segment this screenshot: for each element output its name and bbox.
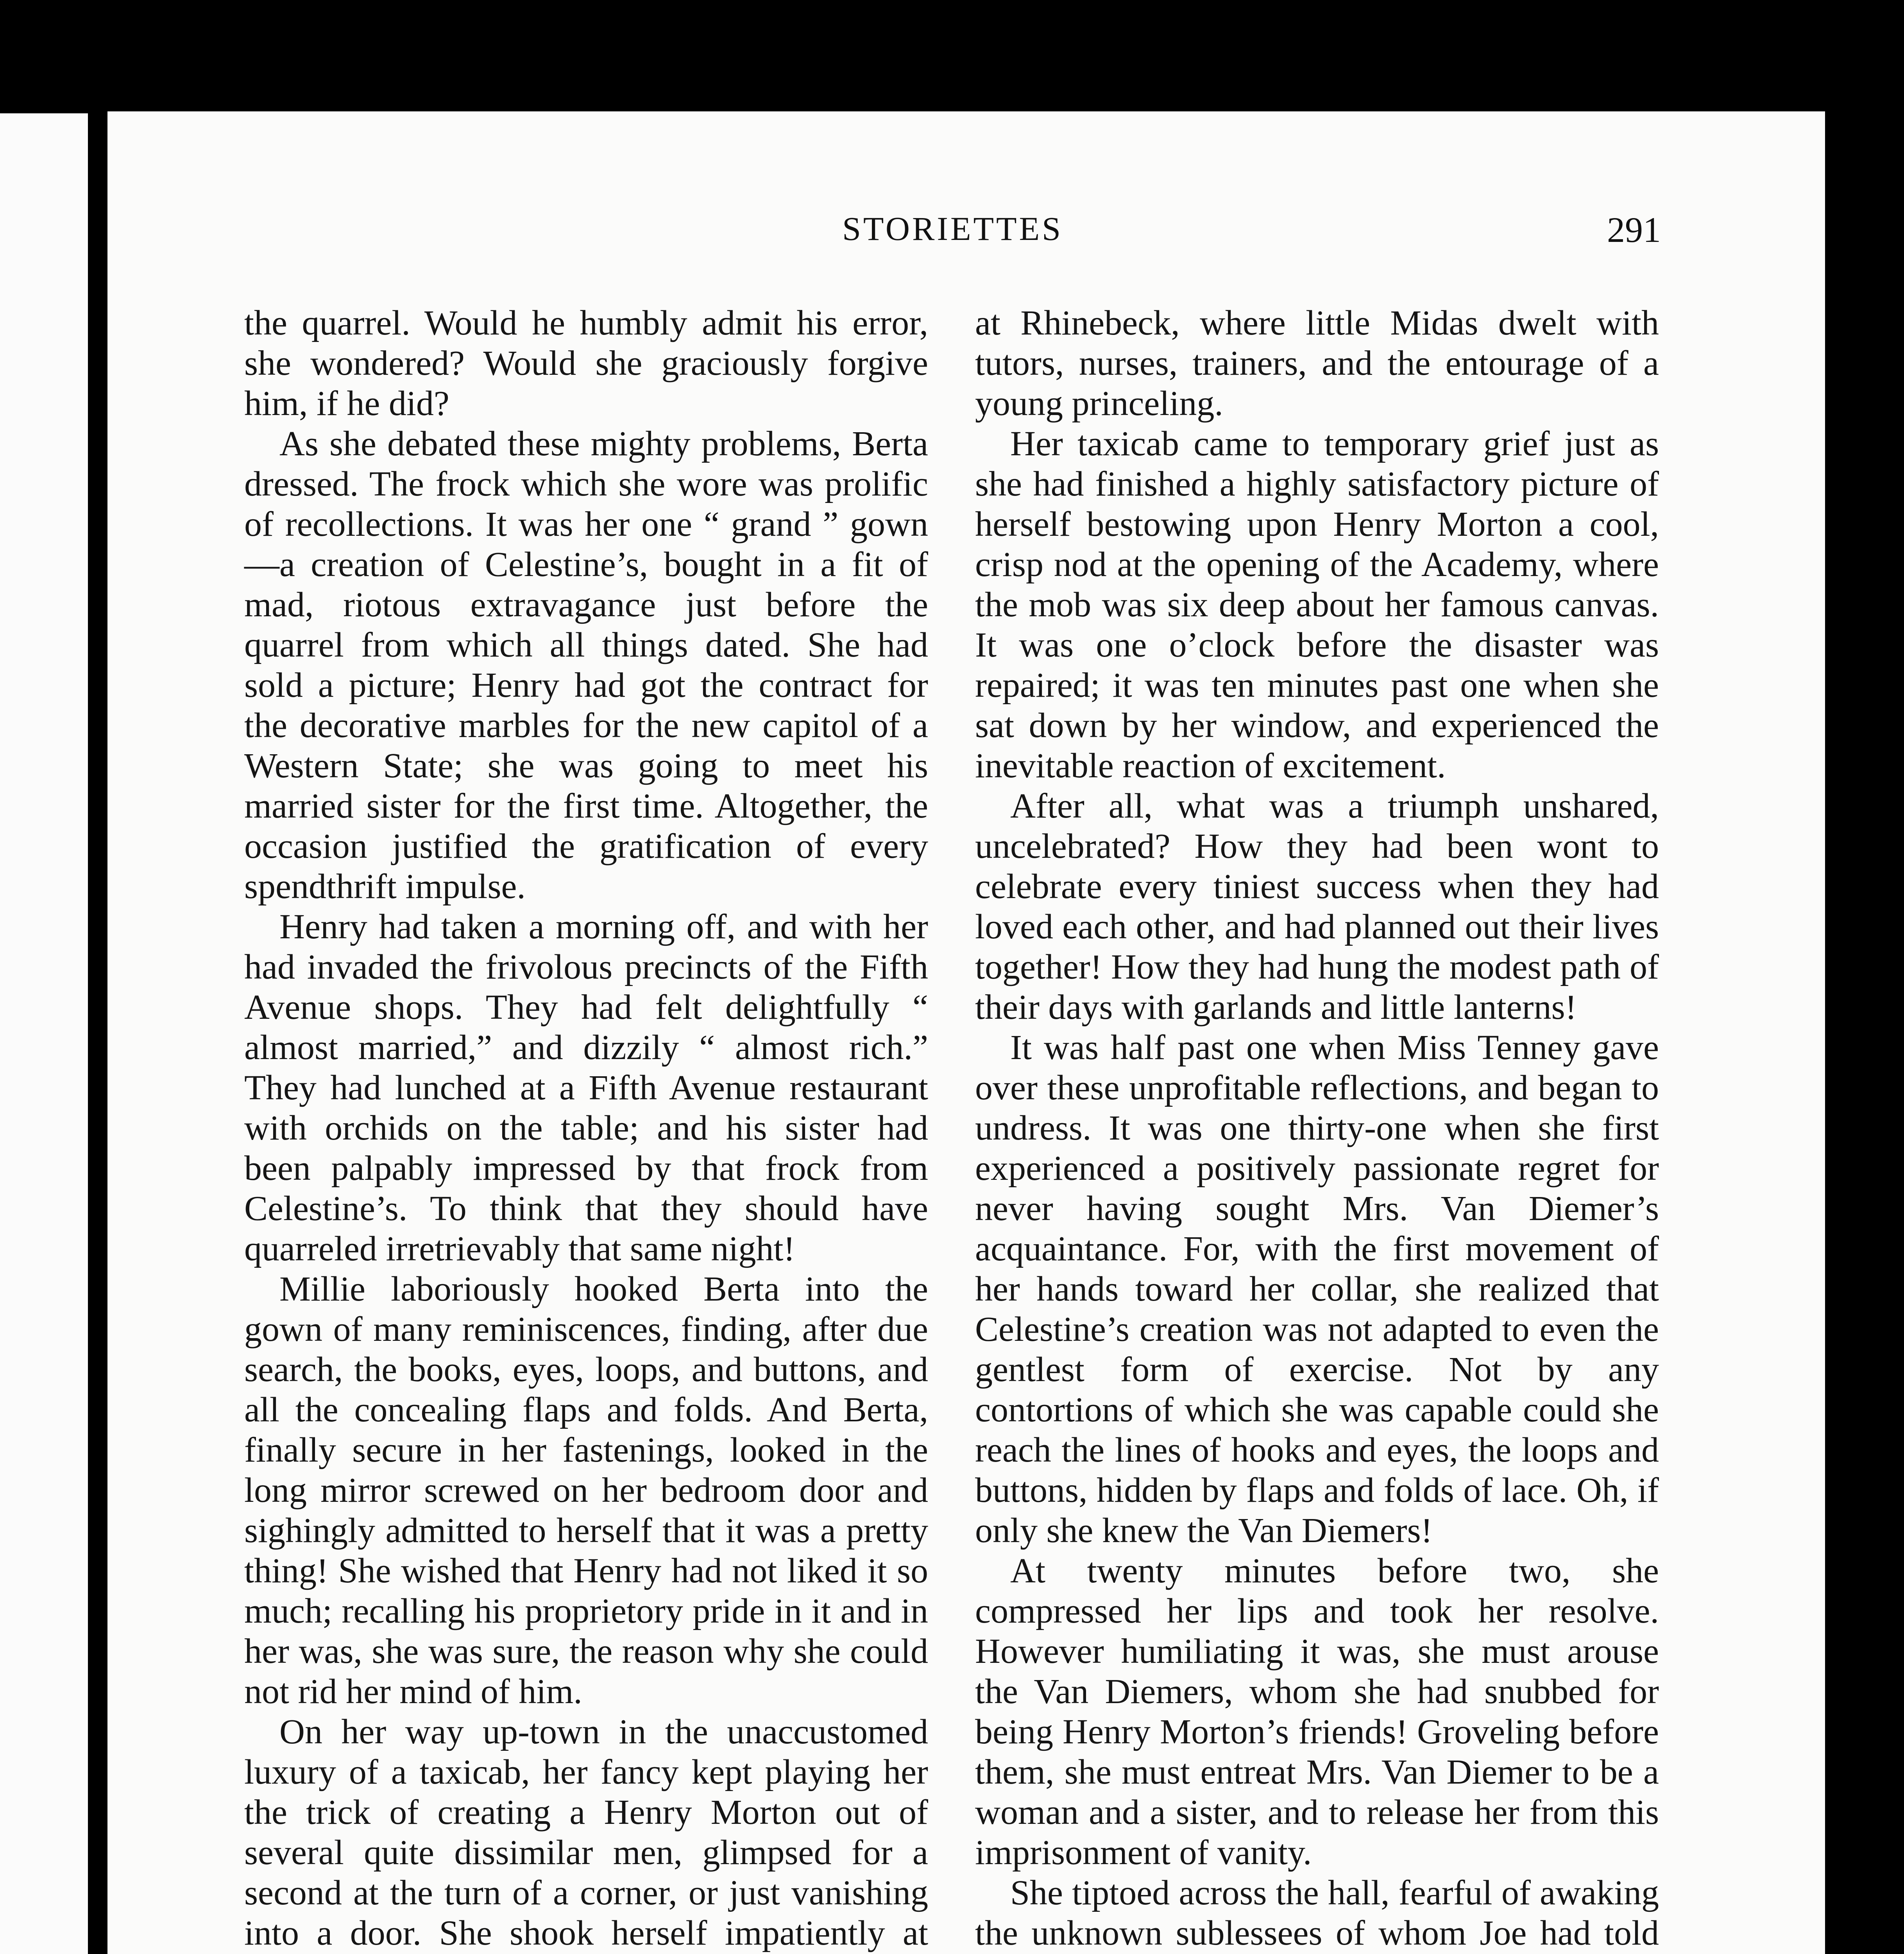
page-header <box>244 209 1661 276</box>
paragraph: After all, what was a triumph unshared, uncelebrated? How they had been wont to celebrate every tiniest success when they had loved each other, and had planned out their lives together! How they had hung the modest path of their days with garlands and little lanterns! <box>975 787 1659 1027</box>
paragraph: Her taxicab came to temporary grief just as she had finished a highly satisfactory picture of herself bestowing upon Henry Morton a cool, crisp nod at the opening of the Academy, where the mob was six deep about her famous canvas. It was one o’clock before the disaster was repaired; it was ten minutes past one when she sat down by her window, and experienced the inevitable reaction of excitement. <box>975 424 1659 785</box>
paragraph: As she debated these mighty problems, Berta dressed. The frock which she wore was prolific of recollections. It was her one “ grand ” gown—a creation of Celestine’s, bought in a fit of mad, riotous extravagance just before the quarrel from which all things dated. She had sold a picture; Henry had got the contract for the decorative marbles for the new capitol of a Western State; she was going to meet his married sister for the first time. Altogether, the occasion justified the gratification of every spendthrift impulse. <box>244 424 928 906</box>
previous-page-edge <box>0 113 88 1954</box>
running-title: STORIETTES <box>842 210 1063 247</box>
right-column <box>975 303 1659 1954</box>
paragraph: It was half past one when Miss Tenney gave over these unprofitable reflections, and began to undress. It was one thirty-one when she first experienced a positively passionate regret for never having sought Mrs. Van Diemer’s acquaintance. For, with the first movement of her hands toward her collar, she realized that Celestine’s creation was not adapted to even the gentlest form of exercise. Not by any contortions of which she was capable could she reach the lines of hooks and eyes, the loops and buttons, hidden by flaps and folds of lace. Oh, if only she knew the Van Diemers! <box>975 1028 1659 1550</box>
paragraph: At twenty minutes before two, she compressed her lips and took her resolve. However humiliating it was, she must arouse the Van Diemers, whom she had snubbed for being Henry Morton’s friends! Groveling before them, she must entreat Mrs. Van Diemer to be a woman and a sister, and to release her from this imprisonment of vanity. <box>975 1551 1659 1872</box>
paragraph: She tiptoed across the hall, fearful of awaking the unknown sublessees of whom Joe had told <box>975 1873 1659 1952</box>
paragraph: at Rhinebeck, where little Midas dwelt with tutors, nurses, trainers, and the entourage of a young princeling. <box>975 304 1659 423</box>
book-page <box>107 111 1825 1954</box>
paragraph: On her way up-town in the unaccustomed luxury of a taxicab, her fancy kept playing her the trick of creating a Henry Morton out of several quite dissimilar men, glimpsed for a second at the turn of a corner, or just vanishing into a door. She shook herself impatiently at <box>244 1712 928 1952</box>
left-column <box>244 303 928 1954</box>
paragraph: Henry had taken a morning off, and with her had invaded the frivolous precincts of the Fifth Avenue shops. They had felt delightfully “ almost married,” and dizzily “ almost rich.” They had lunched at a Fifth Avenue restaurant with orchids on the table; and his sister had been palpably impressed by that frock from Celestine’s. To think that they should have quarreled irretrievably that same night! <box>244 907 928 1268</box>
page-number: 291 <box>1607 210 1661 250</box>
paragraph: Millie laboriously hooked Berta into the gown of many reminiscences, finding, after due search, the books, eyes, loops, and buttons, and all the concealing flaps and folds. And Berta, finally secure in her fastenings, looked in the long mirror screwed on her bedroom door and sighingly admitted to herself that it was a pretty thing! She wished that Henry had not liked it so much; recalling his proprietory pride in it and in her was, she was sure, the reason why she could not rid her mind of him. <box>244 1270 928 1711</box>
paragraph: the quarrel. Would he humbly admit his error, she wondered? Would she graciously forgive him, if he did? <box>244 304 928 423</box>
